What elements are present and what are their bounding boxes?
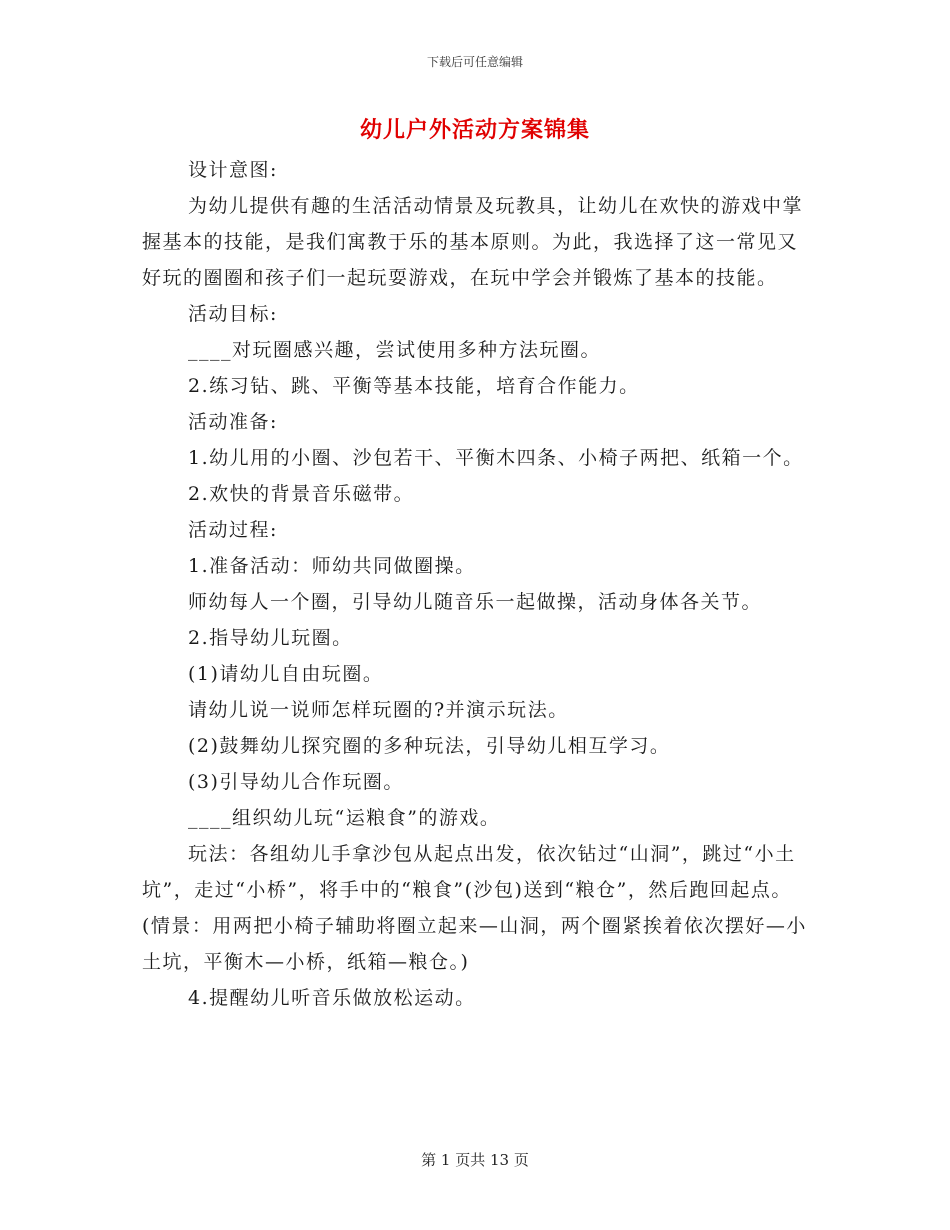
page-number: 第 1 页共 13 页 (421, 1151, 529, 1169)
paragraph: (1)请幼儿自由玩圈。 (188, 663, 384, 685)
paragraph: 2.指导幼儿玩圈。 (188, 627, 353, 649)
paragraph: 4.提醒幼儿听音乐做放松运动。 (188, 987, 476, 1009)
paragraph: 活动过程: (188, 519, 278, 541)
paragraph: 2.欢快的背景音乐磁带。 (188, 483, 415, 505)
paragraph: 设计意图: (188, 159, 278, 181)
paragraph: ____对玩圈感兴趣，尝试使用多种方法玩圈。 (188, 339, 602, 361)
paragraph: 为幼儿提供有趣的生活活动情景及玩教具，让幼儿在欢快的游戏中掌握基本的技能，是我们寓教于乐的基本原则。为此，我选择了这一常见又好玩的圈圈和孩子们一起玩耍游戏，在玩中学会并锻炼了基本的技能。 (142, 195, 804, 289)
paragraph: 请幼儿说一说师怎样玩圈的?并演示玩法。 (188, 699, 569, 721)
paragraph: (2)鼓舞幼儿探究圈的多种玩法，引导幼儿相互学习。 (188, 735, 671, 757)
paragraph: ____组织幼儿玩“运粮食”的游戏。 (188, 807, 501, 829)
paragraph: 2.练习钻、跳、平衡等基本技能，培育合作能力。 (188, 375, 640, 397)
paragraph: 活动准备: (188, 411, 278, 433)
paragraph: 1.幼儿用的小圈、沙包若干、平衡木四条、小椅子两把、纸箱一个。 (188, 447, 804, 469)
page-header-note: 下载后可任意编辑 (426, 55, 523, 69)
paragraph: 师幼每人一个圈，引导幼儿随音乐一起做操，活动身体各关节。 (188, 591, 763, 613)
document-title: 幼儿户外活动方案锦集 (359, 118, 590, 143)
paragraph: (3)引导幼儿合作玩圈。 (188, 771, 404, 793)
document-body (142, 152, 807, 1016)
paragraph: 玩法：各组幼儿手拿沙包从起点出发，依次钻过“山洞”，跳过“小土坑”，走过“小桥”，将手中的“粮食”(沙包)送到“粮仓”，然后跑回起点。(情景：用两把小椅子辅助将圈立起来—山洞，两个圈紧挨着依次摆好—小土坑，平衡木—小桥，纸箱—粮仓。) (142, 843, 807, 973)
paragraph: 1.准备活动：师幼共同做圈操。 (188, 555, 476, 577)
paragraph: 活动目标: (188, 303, 278, 325)
